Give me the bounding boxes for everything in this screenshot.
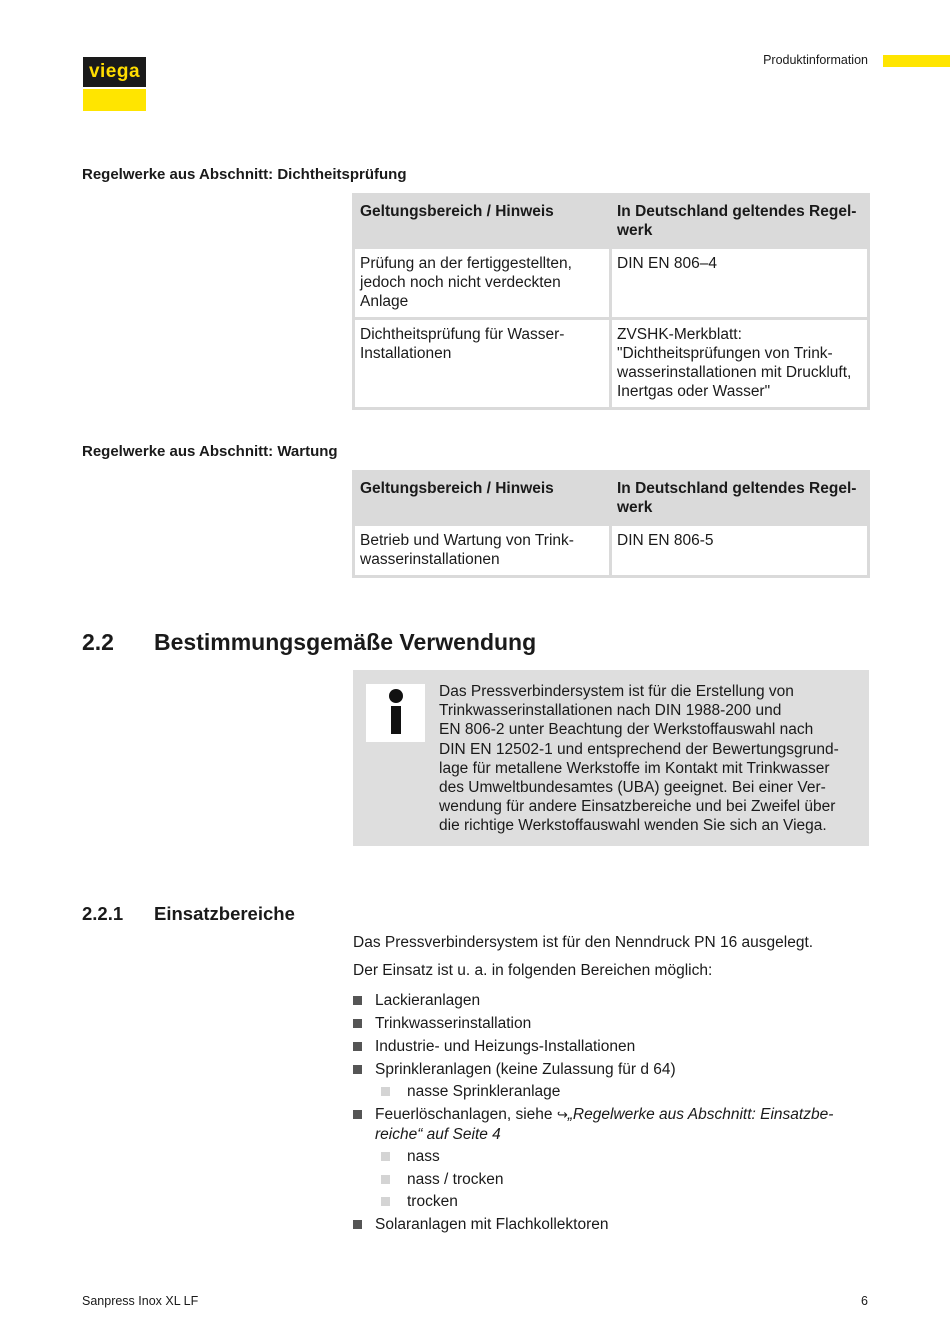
info-line: DIN EN 12502-1 und entsprechend der Bewertungsgrund- (439, 740, 839, 758)
table-row (355, 526, 867, 575)
section-title-dichtheit: Regelwerke aus Abschnitt: Dichtheitsprüfung (82, 166, 407, 183)
info-box (353, 670, 869, 846)
table-row (355, 249, 867, 317)
table-cell: DIN EN 806–4 (612, 249, 867, 317)
info-line: Trinkwasserinstallationen nach DIN 1988-200 und (439, 702, 782, 720)
table-cell: ZVSHK-Merkblatt: "Dichtheitsprüfungen von Trink- wasserinstallationen mit Druckluft, Inertgas oder Wasser" (612, 320, 867, 407)
heading-2-2-1 (82, 903, 295, 925)
section-title-wartung: Regelwerke aus Abschnitt: Wartung (82, 443, 338, 460)
cross-reference-link[interactable]: „Regelwerke aus Abschnitt: Einsatzbe- (567, 1106, 834, 1123)
header-label: Produktinformation (763, 53, 868, 67)
info-icon (366, 684, 425, 742)
table-header-cell: In Deutschland geltendes Regel- werk (612, 196, 867, 246)
info-line: Das Pressverbindersystem ist für die Erstellung von (439, 683, 794, 700)
info-line: lage für metallene Werkstoffe im Kontakt mit Trinkwasser (439, 759, 830, 777)
info-line: wendung für andere Einsatzbereiche und bei Zweifel über (439, 798, 836, 816)
logo-wordmark (83, 57, 146, 87)
paragraph-einsatz: Der Einsatz ist u. a. in folgenden Bereichen möglich: (353, 962, 713, 979)
table-cell: Prüfung an der fertiggestellten, jedoch noch nicht verdeckten Anlage (355, 249, 609, 317)
info-line: des Umweltbundesamtes (UBA) geeignet. Bei einer Ver- (439, 779, 826, 797)
table-row (355, 320, 867, 407)
table-header-cell: Geltungsbereich / Hinweis (355, 196, 609, 246)
table-header-cell: In Deutschland geltendes Regel- werk (612, 473, 867, 523)
logo-yellow-bar (83, 89, 146, 111)
table-cell: Betrieb und Wartung von Trink- wasserinstallationen (355, 526, 609, 575)
info-text (439, 682, 863, 836)
link-arrow-icon: ↪ (556, 1107, 568, 1122)
info-line: die richtige Werkstoffauswahl wenden Sie sich an Viega. (439, 817, 827, 835)
heading-title: Einsatzbereiche (154, 903, 295, 924)
heading-title: Bestimmungsgemäße Verwendung (154, 629, 537, 655)
viega-logo (83, 57, 146, 111)
paragraph-nenndruck: Das Pressverbindersystem ist für den Nenndruck PN 16 ausgelegt. (353, 934, 814, 951)
table-header-cell: Geltungsbereich / Hinweis (355, 473, 609, 523)
info-line: EN 806-2 unter Beachtung der Werkstoffauswahl nach (439, 721, 814, 739)
header-accent-bar (883, 55, 950, 67)
table-header-row (355, 473, 867, 523)
footer-product: Sanpress Inox XL LF (82, 1294, 199, 1308)
heading-number: 2.2.1 (82, 903, 124, 924)
footer-page-number: 6 (861, 1294, 868, 1308)
table-dichtheitspruefung (352, 193, 870, 410)
table-cell: Dichtheitsprüfung für Wasser- Installationen (355, 320, 609, 407)
logo-text: viega (88, 61, 141, 82)
table-wartung (352, 470, 870, 578)
cross-reference-link[interactable]: reiche“ auf Seite 4 (375, 1126, 501, 1143)
heading-number: 2.2 (82, 629, 114, 655)
table-header-row (355, 196, 867, 246)
heading-2-2 (82, 629, 536, 656)
table-cell: DIN EN 806-5 (612, 526, 867, 575)
